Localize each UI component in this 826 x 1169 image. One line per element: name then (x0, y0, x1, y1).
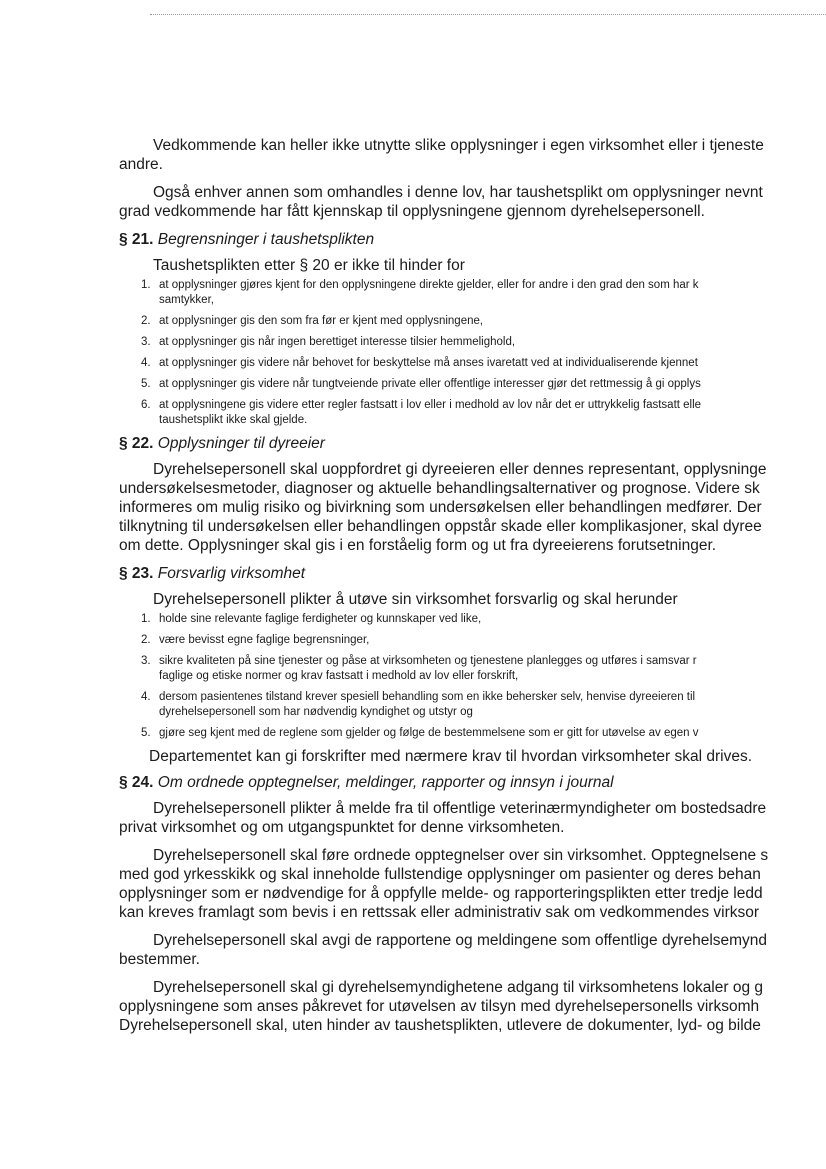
list-item (119, 377, 826, 392)
text-line: Dyrehelsepersonell skal uoppfordret gi dyreeieren eller dennes representant, opplysninge (153, 461, 767, 478)
document-page (119, 136, 826, 1096)
text-line: undersøkelsesmetoder, diagnoser og aktuelle behandlingsalternativer og prognose. Videre sk (119, 480, 760, 497)
list-number: 4. (141, 691, 151, 703)
paragraph (119, 136, 826, 174)
list-number: 2. (141, 634, 151, 646)
paragraph (119, 978, 826, 1035)
section-closing: Departementet kan gi forskrifter med nærmere krav til hvordan virksomheter skal drives. (149, 748, 752, 765)
list-text: dyrehelsepersonell som har nødvendig kyndighet og utstyr og (159, 706, 473, 718)
text-line: informeres om mulig risiko og bivirkning som undersøkelsen eller behandlingen medfører. Der (119, 499, 762, 516)
list-text: at opplysninger gjøres kjent for den opplysningene direkte gjelder, eller for andre i den grad den som har k (159, 279, 699, 291)
list-number: 4. (141, 357, 151, 369)
paragraph (119, 460, 826, 555)
paragraph (119, 799, 826, 837)
text-line: privat virksomhet og om utgangspunktet for denne virksomheten. (119, 819, 565, 836)
list-text: sikre kvaliteten på sine tjenester og påse at virksomheten og tjenestene planlegges og utføres i samsvar r (159, 655, 697, 667)
list-text: samtykker, (159, 294, 214, 306)
list-text: taushetsplikt ikke skal gjelde. (159, 414, 308, 426)
section-heading-22 (119, 434, 826, 454)
text-line: tilknytning til undersøkelsen eller behandlingen oppstår skade eller komplikasjoner, skal dyree (119, 518, 762, 535)
text-line: Dyrehelsepersonell skal, uten hinder av taushetsplikten, utlevere de dokumenter, lyd- og bilde (119, 1017, 761, 1034)
section-heading-23 (119, 564, 826, 584)
text-line: andre. (119, 156, 163, 173)
list-text: at opplysningene gis videre etter regler fastsatt i lov eller i medhold av lov når det er uttrykkelig fastsatt elle (159, 399, 702, 411)
section-title: Forsvarlig virksomhet (157, 565, 306, 582)
section-heading-21 (119, 230, 826, 250)
list-item (119, 612, 826, 627)
section-title: Begrensninger i taushetsplikten (157, 231, 375, 248)
list-item (119, 335, 826, 350)
list-number: 1. (141, 279, 151, 291)
text-line: med god yrkesskikk og skal inneholde fullstendige opplysninger om pasienter og deres behan (119, 866, 761, 883)
list-text: gjøre seg kjent med de reglene som gjelder og følge de bestemmelsene som er gitt for utøvelse av egen v (159, 727, 699, 739)
section-number: § 24. (119, 774, 154, 791)
section-title: Opplysninger til dyreeier (157, 435, 325, 452)
section-number: § 23. (119, 565, 154, 582)
list-item (119, 314, 826, 329)
list-item (119, 278, 826, 308)
text-line: opplysninger som er nødvendige for å oppfylle melde- og rapporteringsplikten etter tredje ledd (119, 885, 763, 902)
list-number: 6. (141, 399, 151, 411)
numbered-list (119, 278, 826, 428)
text-line: Dyrehelsepersonell skal avgi de rapportene og meldingene som offentlige dyrehelsemynd (153, 932, 768, 949)
section-intro: Taushetsplikten etter § 20 er ikke til hinder for (153, 257, 465, 274)
text-line: om dette. Opplysninger skal gis i en forståelig form og ut fra dyreeierens forutsetninger. (119, 537, 717, 554)
list-number: 3. (141, 655, 151, 667)
text-line: grad vedkommende har fått kjennskap til opplysningene gjennom dyrehelsepersonell. (119, 203, 705, 220)
section-title: Om ordnede opptegnelser, meldinger, rapporter og innsyn i journal (157, 774, 614, 791)
list-text: dersom pasientenes tilstand krever spesiell behandling som en ikke behersker selv, henvise dyreeieren til (159, 691, 696, 703)
list-item (119, 654, 826, 684)
list-text: at opplysninger gis videre når tungtveiende private eller offentlige interesser gjør det rettmessig å gi opplys (159, 378, 701, 390)
paragraph (119, 183, 826, 221)
paragraph (119, 846, 826, 922)
text-line: Dyrehelsepersonell plikter å melde fra til offentlige veterinærmyndigheter om bostedsadre (153, 800, 767, 817)
section-intro: Dyrehelsepersonell plikter å utøve sin virksomhet forsvarlig og skal herunder (153, 591, 678, 608)
list-number: 5. (141, 727, 151, 739)
paragraph (119, 931, 826, 969)
text-line: Dyrehelsepersonell skal føre ordnede opptegnelser over sin virksomhet. Opptegnelsene s (153, 847, 769, 864)
list-text: holde sine relevante faglige ferdigheter og kunnskaper ved like, (159, 613, 482, 625)
text-line: Dyrehelsepersonell skal gi dyrehelsemyndighetene adgang til virksomhetens lokaler og g (153, 979, 764, 996)
text-line: Også enhver annen som omhandles i denne lov, har taushetsplikt om opplysninger nevnt (153, 184, 763, 201)
scan-top-edge (150, 14, 826, 15)
text-line: opplysningene som anses påkrevet for utøvelsen av tilsyn med dyrehelsepersonells virksomh (119, 998, 760, 1015)
list-text: at opplysninger gis videre når behovet for beskyttelse må anses ivaretatt ved at individualiserende kjennet (159, 357, 698, 369)
text-line: Vedkommende kan heller ikke utnytte slike opplysninger i egen virksomhet eller i tjeneste (153, 137, 764, 154)
list-text: faglige og etiske normer og krav fastsatt i medhold av lov eller forskrift, (159, 670, 519, 682)
section-heading-24 (119, 773, 826, 793)
list-item (119, 633, 826, 648)
numbered-list (119, 612, 826, 741)
section-number: § 21. (119, 231, 154, 248)
list-text: at opplysninger gis den som fra før er kjent med opplysningene, (159, 315, 484, 327)
list-item (119, 690, 826, 720)
text-line: bestemmer. (119, 951, 200, 968)
list-item (119, 398, 826, 428)
list-text: være bevisst egne faglige begrensninger, (159, 634, 370, 646)
list-number: 5. (141, 378, 151, 390)
list-number: 2. (141, 315, 151, 327)
list-number: 3. (141, 336, 151, 348)
section-number: § 22. (119, 435, 154, 452)
text-line: kan kreves framlagt som bevis i en rettssak eller administrativ sak om vedkommendes virksor (119, 904, 760, 921)
list-text: at opplysninger gis når ingen berettiget interesse tilsier hemmelighold, (159, 336, 516, 348)
list-item (119, 356, 826, 371)
list-item (119, 726, 826, 741)
list-number: 1. (141, 613, 151, 625)
